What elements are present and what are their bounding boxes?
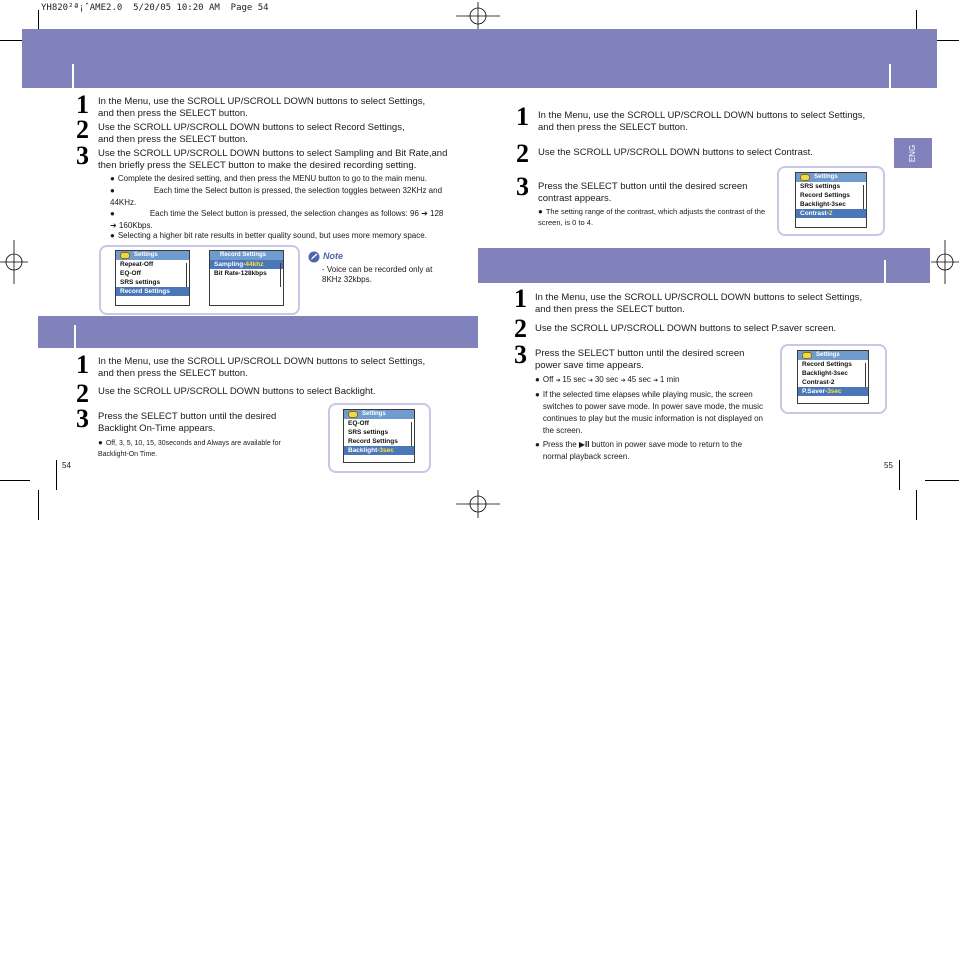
bullet-text: The setting range of the contrast, which adjusts the contrast of the screen, is 0 to 4. bbox=[538, 207, 766, 227]
sequence-item: 15 sec bbox=[562, 375, 586, 384]
language-tab bbox=[894, 138, 932, 168]
arrow-icon: ➔ bbox=[555, 378, 563, 384]
step-text: Use the SCROLL UP/SCROLL DOWN buttons to select Sampling and Bit Rate,and then briefly press the SELECT button to make the desired recording setting. bbox=[98, 148, 448, 171]
arrow-icon: ➔ bbox=[653, 378, 660, 384]
step-number: 1 bbox=[514, 284, 527, 313]
language-tab-label: ENG bbox=[908, 144, 918, 162]
crop-mark bbox=[899, 460, 900, 490]
bullet-item: ● Selecting a higher bit rate results in better quality sound, but uses more memory space. bbox=[110, 230, 455, 242]
step-number: 1 bbox=[76, 350, 89, 379]
bullet-text: Off, 3, 5, 10, 15, 30seconds and Always are available for Backlight-On Time. bbox=[98, 440, 281, 458]
bullet-list bbox=[110, 185, 450, 208]
lcd-row-selected bbox=[210, 260, 283, 269]
lcd-title: Settings bbox=[816, 352, 840, 358]
lcd-screen-contrast bbox=[795, 172, 867, 228]
lcd-row: EQ-Off bbox=[120, 270, 141, 277]
lcd-row-label: Sampling- bbox=[214, 261, 246, 268]
lcd-row: Repeat-Off bbox=[120, 261, 154, 268]
lcd-row: Contrast-2 bbox=[802, 379, 835, 386]
bullet-item: ● Complete the desired setting, and then press the MENU button to go to the main menu. bbox=[110, 173, 455, 185]
lcd-row: Record Settings bbox=[348, 438, 398, 445]
crop-mark bbox=[916, 10, 917, 30]
crop-mark bbox=[38, 10, 39, 30]
section-bar-tick bbox=[884, 260, 886, 283]
header-bar-tick-left bbox=[72, 64, 74, 88]
lcd-row-value: 3sec bbox=[379, 447, 394, 454]
bullet-text-wrap bbox=[543, 439, 765, 463]
lcd-scrollbar bbox=[186, 263, 187, 287]
lcd-title: Settings bbox=[814, 174, 838, 180]
step-text: In the Menu, use the SCROLL UP/SCROLL DOWN buttons to select Settings, and then press the SELECT button. bbox=[535, 292, 863, 315]
bullet-text: If the selected time elapses while playing music, the screen switches to power save mode. In power save mode, the music continues to play but the music information is not displayed on the screen. bbox=[542, 390, 763, 435]
lcd-screen-psaver bbox=[797, 350, 869, 404]
crop-mark bbox=[38, 490, 39, 520]
registration-mark bbox=[456, 490, 500, 518]
lcd-row: Backlight-3sec bbox=[800, 201, 846, 208]
lcd-row: Record Settings bbox=[800, 192, 850, 199]
step-text: Use the SCROLL UP/SCROLL DOWN buttons to select Record Settings, and then press the SELECT button. bbox=[98, 122, 405, 145]
crop-mark bbox=[56, 460, 57, 490]
header-bar-tick-right bbox=[889, 64, 891, 88]
lcd-header bbox=[344, 410, 414, 419]
bullet-dot bbox=[535, 389, 543, 437]
lcd-scrollbar bbox=[865, 363, 866, 387]
page-number: 55 bbox=[884, 461, 893, 470]
sequence-item: 30 sec bbox=[594, 375, 619, 384]
step-text: In the Menu, use the SCROLL UP/SCROLL DOWN buttons to select Settings, and then press the SELECT button. bbox=[98, 356, 426, 379]
step-number: 2 bbox=[516, 139, 529, 168]
bullet-dot bbox=[98, 440, 106, 447]
section-bar-tick bbox=[74, 325, 76, 348]
step-text: Press the SELECT button until the desired screen contrast appears. bbox=[538, 181, 748, 204]
bullet-item bbox=[98, 437, 298, 460]
step-number: 3 bbox=[514, 340, 527, 369]
lcd-screen-backlight bbox=[343, 409, 415, 463]
lcd-header bbox=[796, 173, 866, 182]
lcd-row-selected bbox=[344, 446, 414, 455]
lcd-row-label: Contrast- bbox=[800, 210, 829, 217]
lcd-row-value: 3sec bbox=[827, 388, 842, 395]
section-bar bbox=[38, 316, 478, 348]
step-number: 3 bbox=[76, 404, 89, 433]
header-bar bbox=[22, 29, 937, 88]
bullet-list bbox=[110, 173, 455, 185]
lcd-row-label: Backlight- bbox=[348, 447, 380, 454]
lcd-row: EQ-Off bbox=[348, 420, 369, 427]
bullet-text: Each time the Select button is pressed, the selection changes as follows: 96 ➔ 128 ➔ 160Kbps. bbox=[110, 209, 444, 230]
lcd-title: Settings bbox=[362, 411, 386, 417]
step-number: 3 bbox=[516, 172, 529, 201]
step-text: In the Menu, use the SCROLL UP/SCROLL DOWN buttons to select Settings, and then press the SELECT button. bbox=[538, 110, 866, 133]
sequence-item: 45 sec bbox=[627, 375, 651, 384]
settings-icon bbox=[348, 411, 358, 418]
lcd-title: Settings bbox=[134, 252, 158, 258]
bullet-list bbox=[110, 208, 450, 231]
lcd-row: Record Settings bbox=[802, 361, 852, 368]
note-label: Note bbox=[323, 251, 343, 261]
bullet-item bbox=[538, 206, 773, 228]
settings-icon bbox=[802, 352, 812, 359]
lcd-row-label: P.Saver- bbox=[802, 388, 828, 395]
note-text: - Voice can be recorded only at 8KHz 32kbps. bbox=[322, 265, 433, 284]
lcd-scrollbar bbox=[280, 263, 281, 287]
bullet-text: button in power save mode to return to the normal playback screen. bbox=[542, 440, 743, 461]
page-number: 54 bbox=[62, 461, 71, 470]
bullet-sequence bbox=[535, 374, 765, 387]
lcd-row: SRS settings bbox=[800, 183, 841, 190]
arrow-icon: ➔ bbox=[620, 378, 628, 384]
step-number: 3 bbox=[76, 141, 89, 170]
crop-mark bbox=[916, 490, 917, 520]
step-number: 1 bbox=[76, 90, 89, 119]
step-number: 2 bbox=[76, 379, 89, 408]
bullet-item bbox=[535, 439, 765, 463]
note-badge bbox=[308, 251, 352, 263]
lcd-screen-settings bbox=[115, 250, 190, 306]
step-text: Press the SELECT button until the desired Backlight On-Time appears. bbox=[98, 411, 277, 434]
registration-mark bbox=[456, 2, 500, 30]
lcd-header bbox=[798, 351, 868, 360]
arrow-icon: ➔ bbox=[588, 378, 595, 384]
settings-icon bbox=[800, 174, 810, 181]
bullet-dot bbox=[535, 375, 543, 384]
registration-mark bbox=[931, 240, 959, 284]
lcd-row: Bit Rate-128kbps bbox=[214, 270, 267, 277]
step-text: Use the SCROLL UP/SCROLL DOWN buttons to select P.saver screen. bbox=[535, 323, 837, 334]
lcd-scrollbar bbox=[863, 185, 864, 209]
sequence-item: 1 min bbox=[659, 375, 680, 384]
crop-mark bbox=[925, 480, 959, 481]
lcd-scrollbar bbox=[411, 422, 412, 446]
lcd-row: Backlight-3sec bbox=[802, 370, 848, 377]
step-number: 1 bbox=[516, 102, 529, 131]
step-text: Use the SCROLL UP/SCROLL DOWN buttons to select Contrast. bbox=[538, 147, 813, 158]
settings-icon bbox=[120, 252, 130, 259]
bullet-item bbox=[535, 389, 770, 437]
lcd-row-selected bbox=[798, 387, 868, 396]
step-text: Press the SELECT button until the desired screen power save time appears. bbox=[535, 348, 745, 371]
sequence-item: Off bbox=[542, 375, 554, 384]
lcd-row-selected: Record Settings bbox=[116, 287, 189, 296]
section-bar bbox=[478, 248, 930, 283]
lcd-title: Record Settings bbox=[220, 252, 267, 258]
bullet-item bbox=[110, 185, 450, 208]
bullet-list bbox=[110, 230, 455, 242]
step-text: Use the SCROLL UP/SCROLL DOWN buttons to select Backlight. bbox=[98, 386, 376, 397]
lcd-header bbox=[210, 251, 283, 260]
bullet-text: Press the bbox=[542, 440, 577, 449]
lcd-row-selected bbox=[796, 209, 866, 218]
step-number: 2 bbox=[76, 115, 89, 144]
lcd-row: SRS settings bbox=[120, 279, 161, 286]
bullet-dot bbox=[535, 439, 543, 463]
lcd-row-value: 2 bbox=[828, 210, 833, 217]
lcd-row-value: 44khz bbox=[245, 261, 264, 268]
print-slug: YH820²ª¡ˆAME2.0 5/20/05 10:20 AM Page 54 bbox=[41, 3, 269, 13]
step-number: 2 bbox=[514, 314, 527, 343]
note-pencil-icon bbox=[308, 251, 321, 263]
bullet-item bbox=[110, 208, 450, 231]
bullet-dot bbox=[538, 207, 546, 216]
play-pause-icon: ▶II bbox=[578, 440, 590, 449]
lcd-screen-record-settings bbox=[209, 250, 284, 306]
crop-mark bbox=[0, 480, 30, 481]
bullet-text: Each time the Select button is pressed, the selection toggles between 32KHz and 44KHz. bbox=[110, 186, 443, 207]
step-text: In the Menu, use the SCROLL UP/SCROLL DOWN buttons to select Settings, and then press the SELECT button. bbox=[98, 96, 426, 119]
lcd-header bbox=[116, 251, 189, 260]
registration-mark bbox=[0, 240, 28, 284]
lcd-row: SRS settings bbox=[348, 429, 389, 436]
